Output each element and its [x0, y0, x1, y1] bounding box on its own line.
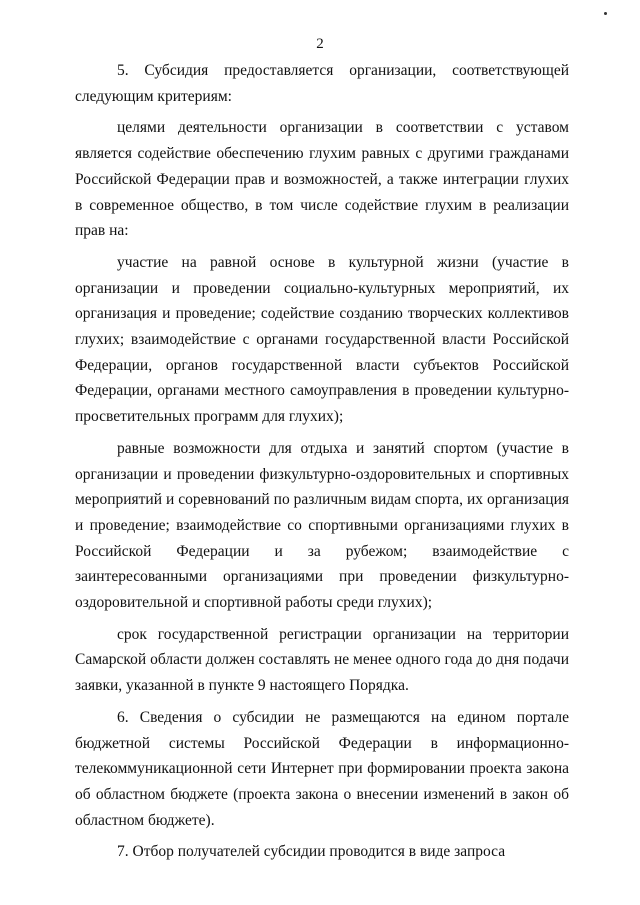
paragraph-sport-opportunities: равные возможности для отдыха и занятий спортом (участие в организации и проведении физкультурно-оздоровительных и спортивных мероприятий и соревнований по различным видам спорта, их организация и проведение; взаимодействие со спортивными организациями глухих в Российской Федерации и за рубежом; взаимодействие с заинтересованными организациями при проведении физкультурно-оздоровительной и спортивной работы среди глухих); — [75, 439, 569, 612]
paragraph-6-subsidy-info: 6. Сведения о субсидии не размещаются на едином портале бюджетной системы Российской Федерации в информационно-телекоммуникационной сети Интернет при формировании проекта закона об областном бюджете (проекта закона о внесении изменений в закон об областном бюджете). — [75, 708, 569, 829]
paragraph-organization-goals: целями деятельности организации в соответствии с уставом является содействие обеспечению глухим равных с другими гражданами Российской Федерации прав и возможностей, а также интеграции глухих в современное общество, в том числе содействие глухим в реализации прав на: — [75, 119, 569, 240]
paragraph-registration-term: срок государственной регистрации организации на территории Самарской области должен составлять не менее одного года до дня подачи заявки, указанной в пункте 9 настоящего Порядка. — [75, 625, 569, 695]
paragraph-7-selection: 7. Отбор получателей субсидии проводится в виде запроса — [117, 843, 506, 861]
page-number: 2 — [316, 36, 324, 52]
scan-dot-mark — [604, 12, 607, 15]
paragraph-5-subsidy-criteria: 5. Субсидия предоставляется организации, соответствующей следующим критериям: — [75, 62, 569, 105]
paragraph-cultural-participation: участие на равной основе в культурной жизни (участие в организации и проведении социально-культурных мероприятий, их организация и проведение; содействие созданию творческих коллективов глухих; взаимодействие с органами государственной власти Российской Федерации, органов государственной власти субъектов Российской Федерации, органами местного самоуправления в проведении культурно-просветительных программ для глухих); — [75, 253, 569, 426]
document-body — [75, 58, 569, 865]
